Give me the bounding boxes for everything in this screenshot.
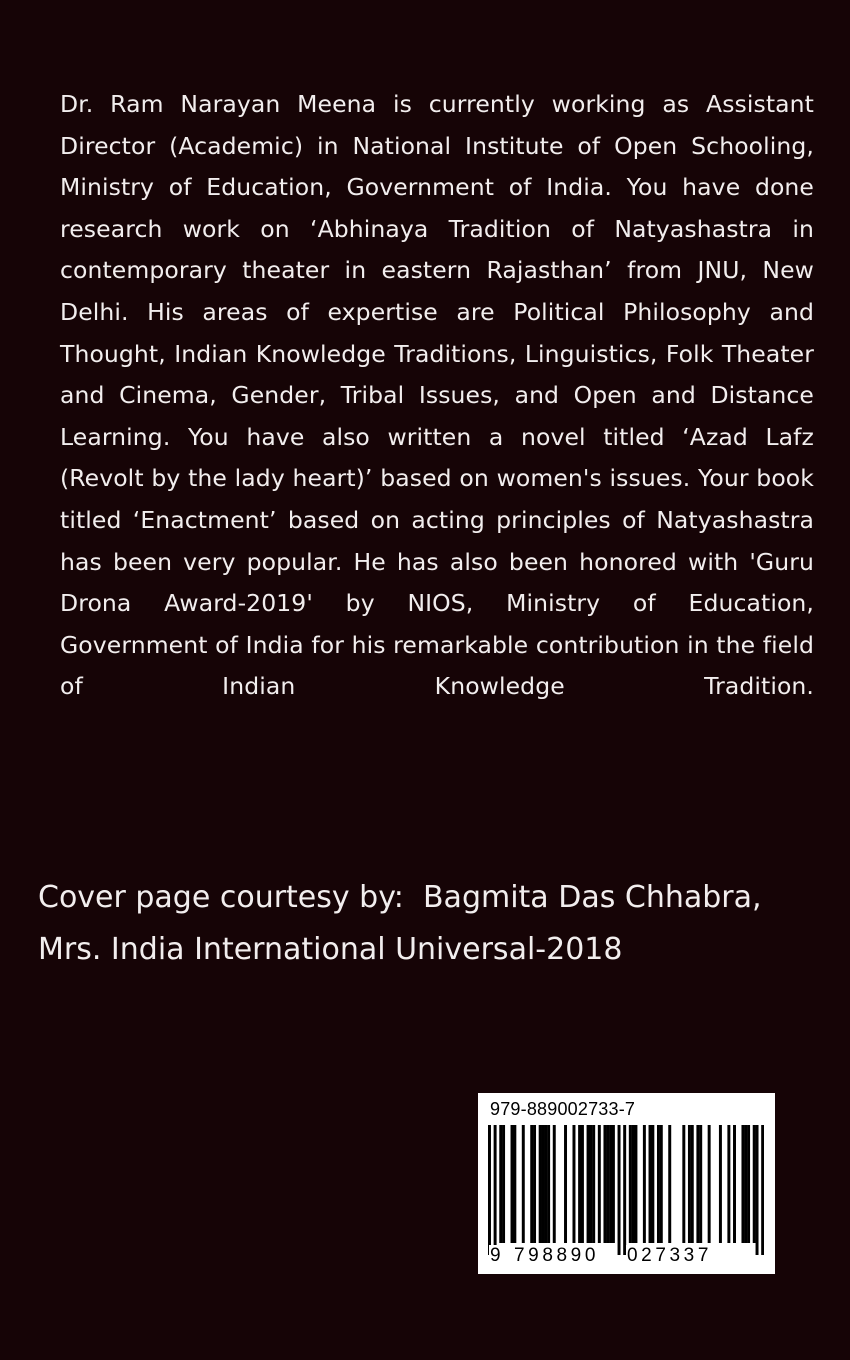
- cover-credit-line-2: Mrs. India International Universal-2018: [38, 932, 623, 967]
- barcode-bar: [657, 1125, 660, 1243]
- barcode-bar: [539, 1125, 542, 1243]
- barcode-bar: [592, 1125, 595, 1243]
- barcode-bar: [741, 1125, 744, 1243]
- barcode-bar: [494, 1125, 497, 1255]
- barcode-bar: [747, 1125, 750, 1243]
- barcode-digits-right: 027337: [627, 1245, 713, 1266]
- barcode-bar: [668, 1125, 671, 1243]
- barcode-bar: [688, 1125, 691, 1243]
- barcode-bar: [606, 1125, 609, 1243]
- barcode-bar: [502, 1125, 505, 1243]
- barcode-bar: [691, 1125, 694, 1243]
- barcode-bar: [530, 1125, 533, 1243]
- barcode-bar: [727, 1125, 730, 1243]
- barcode-bar: [547, 1125, 550, 1243]
- barcode-digits-left: 798890: [514, 1245, 600, 1266]
- barcode-bar: [581, 1125, 584, 1243]
- author-bio: Dr. Ram Narayan Meena is currently working as Assistant Director (Academic) in National Institute of Open Schooling, Ministry of Education, Government of India. You have done research work on ‘Abhinaya Tradition of Natyashastra in contemporary theater in eastern Rajasthan’ from JNU, New Delhi. His areas of expertise are Political Philosophy and Thought, Indian Knowledge Traditions, Linguistics, Folk Theater and Cinema, Gender, Tribal Issues, and Open and Distance Learning. You have also written a novel titled ‘Azad Lafz (Revolt by the lady heart)’ based on women's issues. Your book titled ‘Enactment’ based on acting principles of Natyashastra has been very popular. He has also been honored with 'Guru Drona Award-2019' by NIOS, Ministry of Education, Government of India for his remarkable contribution in the field of Indian Knowledge Tradition.: [60, 90, 814, 701]
- barcode-bar: [733, 1125, 736, 1243]
- barcode-bar: [708, 1125, 711, 1243]
- barcode-bar: [542, 1125, 545, 1243]
- barcode-bar: [719, 1125, 722, 1243]
- barcode-bar: [623, 1125, 626, 1255]
- barcode-digit-lead: 9: [490, 1245, 501, 1266]
- barcode-bar: [651, 1125, 654, 1243]
- barcode-bar: [761, 1125, 764, 1255]
- barcode-bar: [699, 1125, 702, 1243]
- barcode-bar: [660, 1125, 663, 1243]
- barcode-bar: [544, 1125, 547, 1243]
- barcode-bar: [522, 1125, 525, 1243]
- barcode-bar: [488, 1125, 491, 1255]
- barcode-bars-icon: [488, 1125, 764, 1255]
- barcode-bar: [609, 1125, 612, 1243]
- barcode-bar: [589, 1125, 592, 1243]
- barcode-bar: [753, 1125, 756, 1243]
- barcode-bar: [618, 1125, 621, 1255]
- barcode-bar: [598, 1125, 601, 1243]
- barcode-bar: [632, 1125, 635, 1243]
- isbn-barcode: [478, 1093, 775, 1274]
- barcode-bar: [649, 1125, 652, 1243]
- barcode-bar: [682, 1125, 685, 1243]
- barcode-bar: [553, 1125, 556, 1243]
- cover-credit: [38, 872, 818, 976]
- barcode-bar: [533, 1125, 536, 1243]
- barcode-bar: [634, 1125, 637, 1243]
- cover-credit-line-1: Cover page courtesy by: Bagmita Das Chhabra,: [38, 880, 762, 915]
- barcode-bar: [643, 1125, 646, 1243]
- barcode-bar: [511, 1125, 514, 1243]
- barcode-bar: [564, 1125, 567, 1243]
- barcode-bar: [578, 1125, 581, 1243]
- barcode-digits: [489, 1245, 765, 1269]
- isbn-number: 979-889002733-7: [490, 1099, 636, 1119]
- barcode-bar: [756, 1125, 759, 1255]
- barcode-bar: [499, 1125, 502, 1243]
- barcode-bar: [513, 1125, 516, 1243]
- barcode-bar: [744, 1125, 747, 1243]
- barcode-bar: [587, 1125, 590, 1243]
- barcode-bar: [612, 1125, 615, 1243]
- barcode-bar: [572, 1125, 575, 1243]
- barcode-bar: [603, 1125, 606, 1243]
- barcode-bar: [696, 1125, 699, 1243]
- barcode-bar: [629, 1125, 632, 1243]
